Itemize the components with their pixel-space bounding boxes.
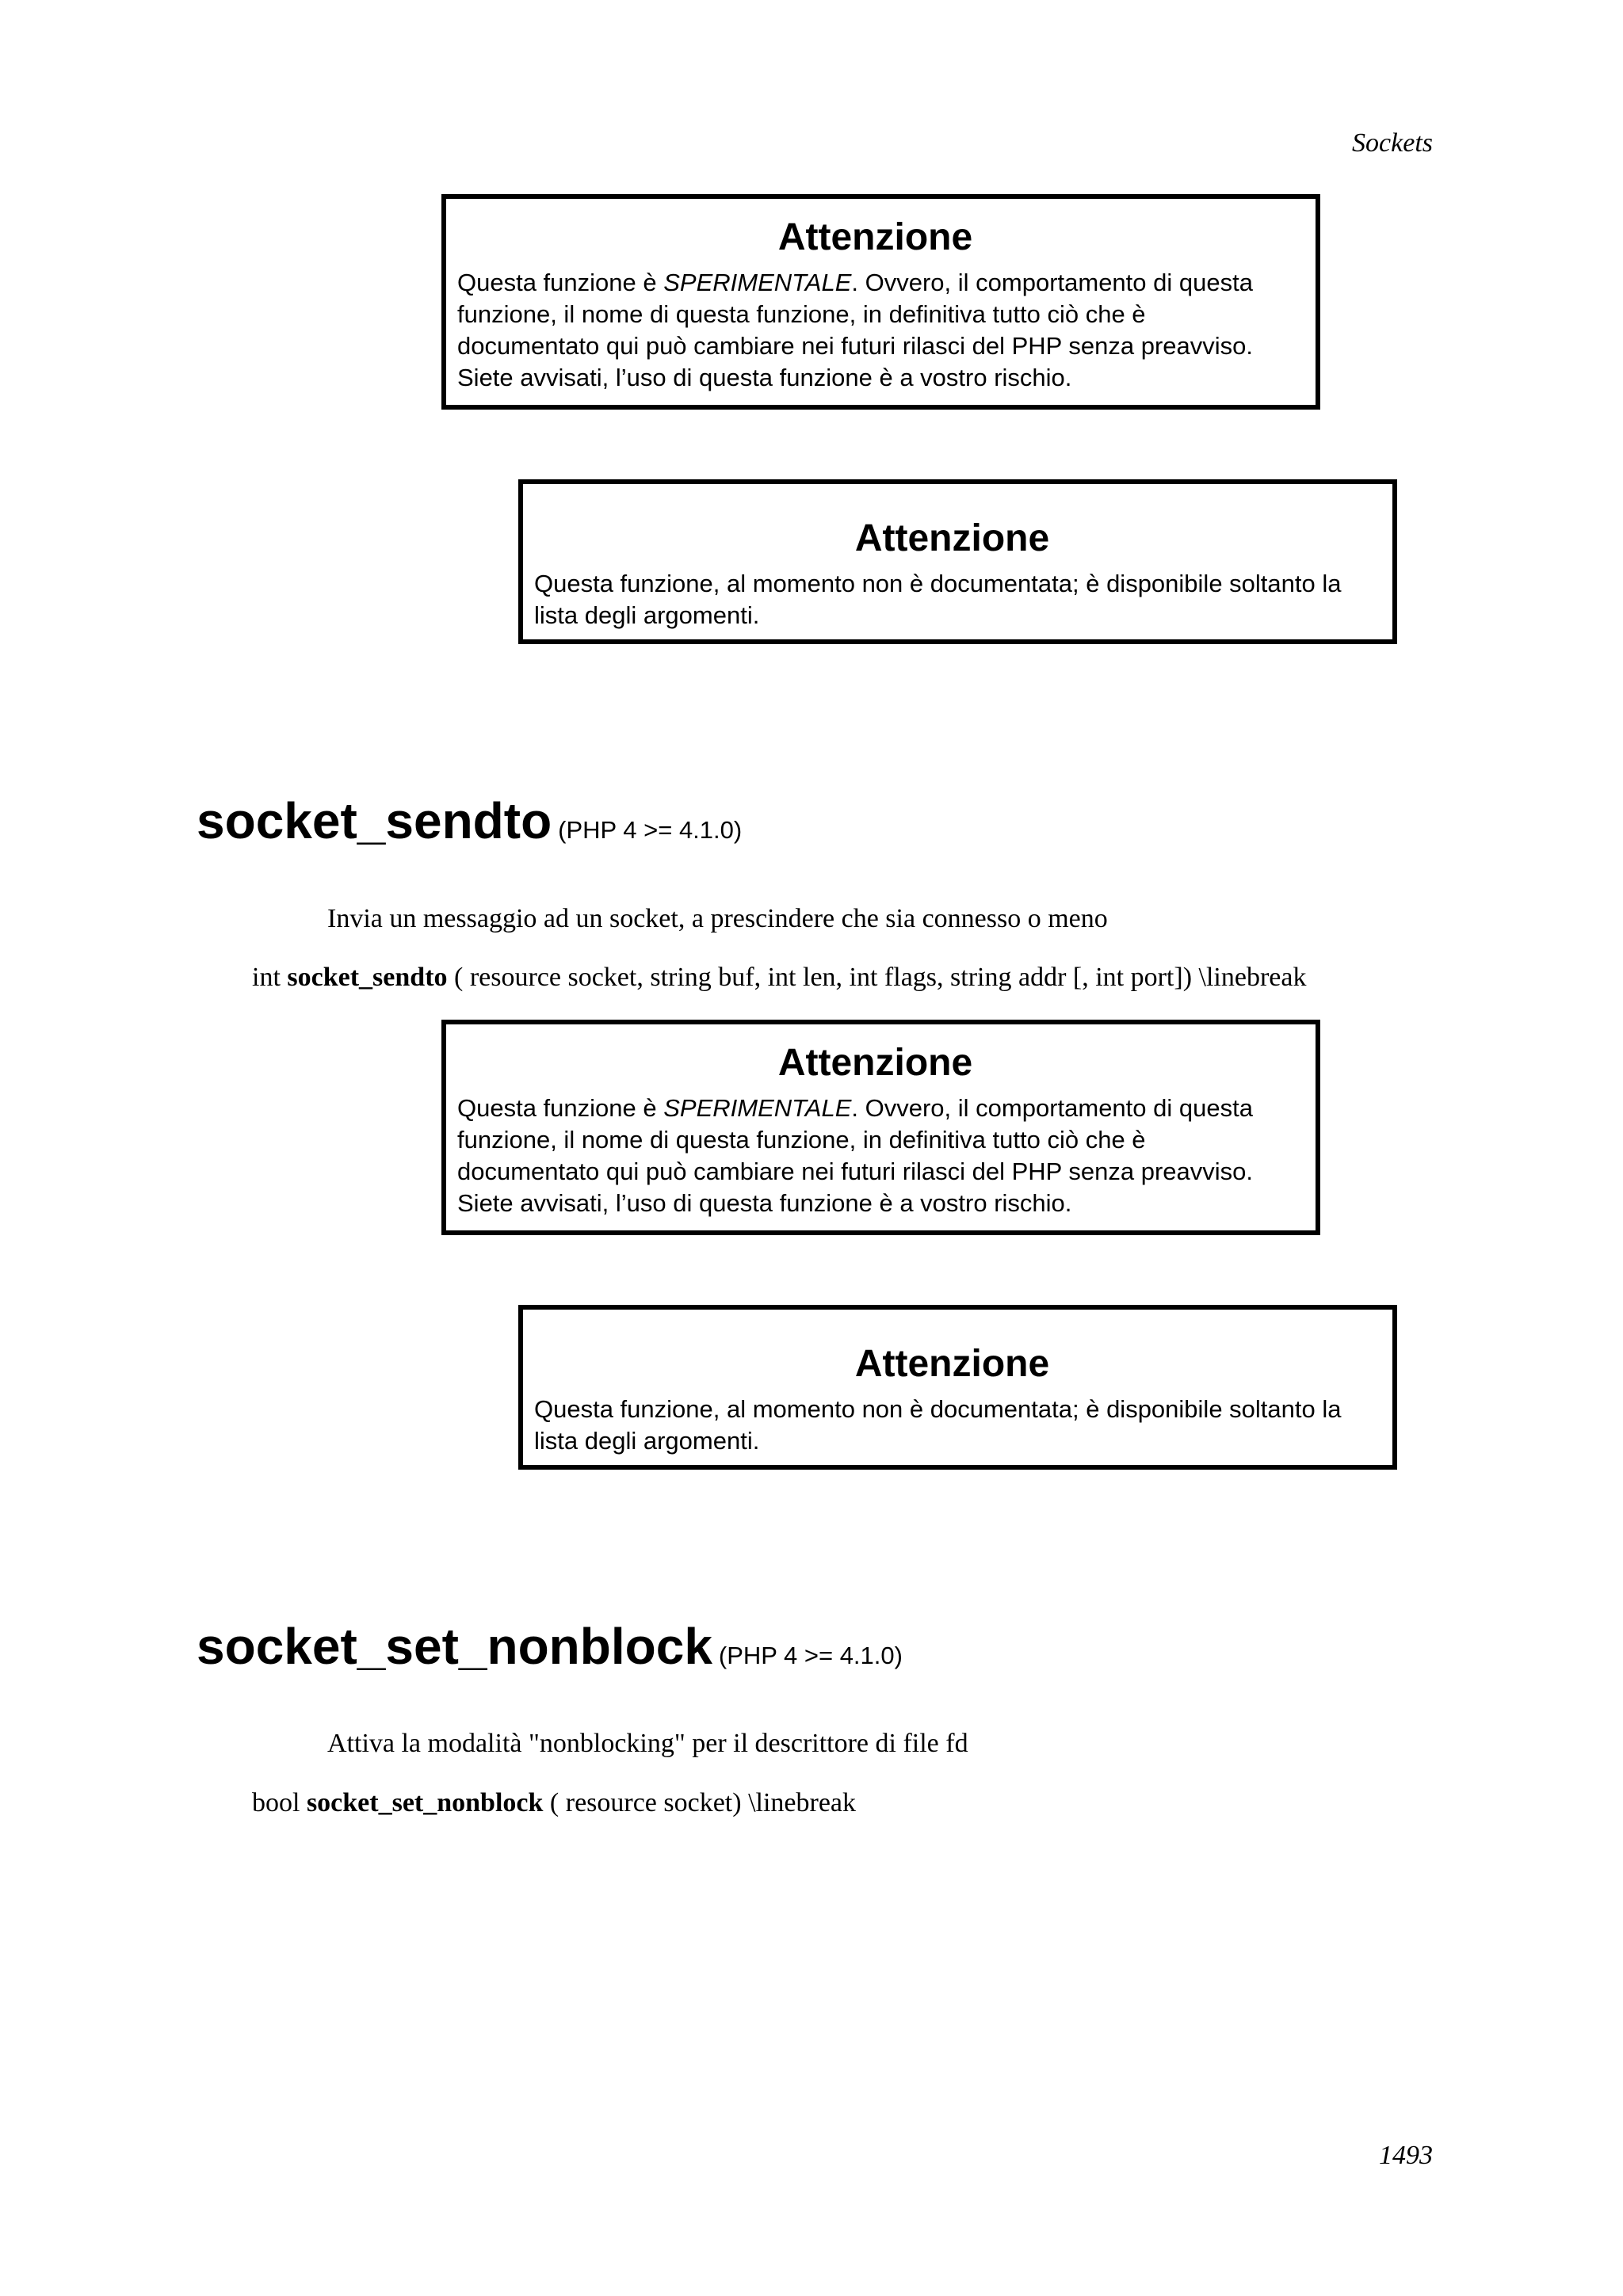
version-note: (PHP 4 >= 4.1.0) <box>718 1642 903 1669</box>
warning-title: Attenzione <box>777 1042 973 1084</box>
undocumented-warning-box <box>518 1305 1397 1470</box>
function-synopsis <box>252 1786 856 1821</box>
function-purpose: Invia un messaggio ad un socket, a prescindere che sia connesso o meno <box>327 904 1108 933</box>
experimental-warning-box <box>441 1020 1320 1235</box>
version-note: (PHP 4 >= 4.1.0) <box>558 816 743 844</box>
warning-title: Attenzione <box>854 1343 1050 1385</box>
warning-text-start: Questa funzione è <box>457 1094 664 1122</box>
warning-text <box>457 267 1293 394</box>
warning-text-end: . Ovvero, il comportamento di questa funzione, il nome di questa funzione, in definitiva tutto ciò che è documentato qui può cambiare nei futuri rilasci del PHP senza preavviso. Siete avvisati, l’uso di questa funzione è a vostro rischio. <box>457 1094 1254 1217</box>
parameter-list: ( resource socket, string buf, int len, int flags, string addr [, int port]) \linebreak <box>454 963 1307 992</box>
function-name: socket_sendto <box>197 792 552 849</box>
parameter-list: ( resource socket) \linebreak <box>549 1788 857 1817</box>
return-type: int <box>252 963 281 992</box>
synopsis-function-name: socket_set_nonblock <box>306 1788 544 1817</box>
undocumented-warning-box <box>518 479 1397 644</box>
warning-emphasis: SPERIMENTALE <box>663 269 852 296</box>
section-title <box>197 791 742 851</box>
synopsis-function-name: socket_sendto <box>287 963 448 992</box>
function-purpose: Attiva la modalità "nonblocking" per il descrittore di file fd <box>327 1729 968 1758</box>
return-type: bool <box>252 1788 300 1817</box>
warning-text: Questa funzione, al momento non è documentata; è disponibile soltanto la lista degli argomenti. <box>534 570 1342 629</box>
section-title <box>197 1616 903 1676</box>
page-number: 1493 <box>1379 2141 1433 2170</box>
warning-text-end: . Ovvero, il comportamento di questa funzione, il nome di questa funzione, in definitiva tutto ciò che è documentato qui può cambiare nei futuri rilasci del PHP senza preavviso. Siete avvisati, l’uso di questa funzione è a vostro rischio. <box>457 269 1254 391</box>
warning-text: Questa funzione, al momento non è documentata; è disponibile soltanto la lista degli argomenti. <box>534 1395 1342 1455</box>
warning-title: Attenzione <box>854 517 1050 559</box>
warning-text <box>457 1093 1293 1219</box>
function-synopsis <box>252 960 1306 995</box>
warning-title: Attenzione <box>777 216 973 258</box>
warning-text-start: Questa funzione è <box>457 269 664 296</box>
experimental-warning-box <box>441 194 1320 410</box>
running-header: Sockets <box>1352 128 1433 158</box>
warning-emphasis: SPERIMENTALE <box>663 1094 852 1122</box>
function-name: socket_set_nonblock <box>197 1618 712 1675</box>
